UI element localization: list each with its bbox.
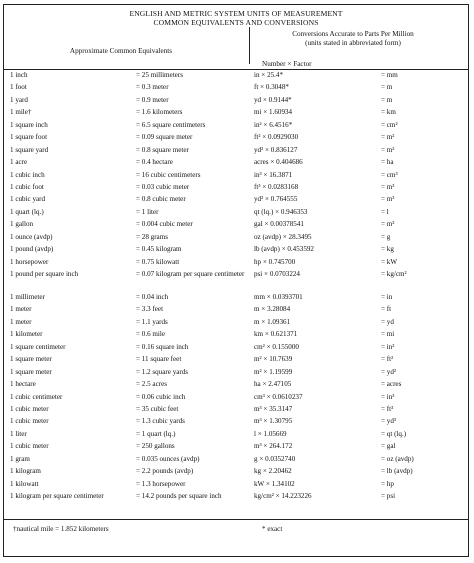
conversion-cell: lb (avdp) × 0.453592 bbox=[254, 245, 314, 254]
equivalent-cell: = 250 gallons bbox=[136, 442, 175, 451]
table-row bbox=[10, 233, 461, 245]
equivalent-cell: = 35 cubic feet bbox=[136, 404, 179, 413]
result-cell: = in bbox=[381, 293, 393, 301]
equivalent-cell: = 1.3 cubic yards bbox=[136, 417, 185, 426]
equivalent-cell: = 14.2 pounds per square inch bbox=[136, 492, 222, 500]
equivalent-cell: = 0.16 square inch bbox=[136, 342, 189, 351]
conversion-cell: ft × 0.3048* bbox=[254, 83, 289, 92]
conversion-cell: m × 1.09361 bbox=[254, 317, 291, 326]
result-cell: = ha bbox=[381, 158, 394, 167]
conversion-cell: l × 1.05669 bbox=[254, 429, 287, 438]
result-cell: = ft² bbox=[381, 355, 394, 364]
equivalent-cell: = 25 millimeters bbox=[136, 71, 183, 79]
table-row bbox=[10, 492, 461, 512]
result-cell: = cm³ bbox=[381, 170, 398, 179]
conversion-cell: m³ × 264.172 bbox=[254, 442, 293, 451]
result-cell: = m³ bbox=[381, 182, 395, 191]
equivalent-cell: = 2.5 acres bbox=[136, 380, 167, 389]
unit-cell: 1 horsepower bbox=[10, 257, 49, 266]
result-cell: = m³ bbox=[381, 220, 395, 229]
conversion-cell: gal × 0.00378541 bbox=[254, 220, 304, 229]
result-cell: = oz (avdp) bbox=[381, 454, 414, 463]
result-cell: = kW bbox=[381, 257, 398, 266]
table-row bbox=[10, 270, 461, 290]
result-cell: = yd² bbox=[381, 367, 396, 376]
result-cell: = cm² bbox=[381, 120, 398, 129]
result-cell: = hp bbox=[381, 479, 394, 488]
table-row bbox=[10, 183, 461, 195]
table-row bbox=[10, 355, 461, 367]
result-cell: = km bbox=[381, 108, 396, 117]
equivalent-cell: = 0.9 meter bbox=[136, 95, 169, 104]
equivalent-cell: = 16 cubic centimeters bbox=[136, 170, 201, 179]
conversion-cell: m² × 10.7639 bbox=[254, 355, 293, 364]
result-cell: = psi bbox=[381, 492, 396, 500]
unit-cell: 1 quart (lq.) bbox=[10, 207, 44, 216]
conversion-cell: m³ × 1.30795 bbox=[254, 417, 293, 426]
conversion-cell: cm³ × 0.0610237 bbox=[254, 392, 303, 401]
unit-cell: 1 kilogram bbox=[10, 467, 41, 476]
equivalent-cell: = 28 grams bbox=[136, 232, 168, 241]
unit-cell: 1 kilowatt bbox=[10, 479, 39, 488]
conversion-cell: kg/cm² × 14.223226 bbox=[254, 492, 312, 500]
result-cell: = lb (avdp) bbox=[381, 467, 413, 476]
table-row bbox=[10, 146, 461, 158]
conversion-cell: mi × 1.60934 bbox=[254, 108, 293, 117]
unit-cell: 1 cubic meter bbox=[10, 442, 49, 451]
conversion-cell: in² × 6.4516* bbox=[254, 120, 293, 129]
table-row bbox=[10, 393, 461, 405]
result-cell: = m³ bbox=[381, 195, 395, 204]
conversion-cell: kg × 2.20462 bbox=[254, 467, 292, 476]
conversion-cell: kW × 1.34102 bbox=[254, 479, 295, 488]
unit-cell: 1 acre bbox=[10, 158, 28, 167]
header-approx: Approximate Common Equivalents bbox=[69, 47, 173, 55]
unit-cell: 1 gallon bbox=[10, 220, 34, 229]
equivalent-cell: = 0.004 cubic meter bbox=[136, 220, 193, 229]
conversion-cell: mm × 0.0393701 bbox=[254, 293, 303, 301]
header-conversions-line2: (units stated in abbreviated form) bbox=[305, 38, 401, 47]
conversion-table bbox=[10, 71, 461, 512]
unit-cell: 1 millimeter bbox=[10, 293, 45, 301]
conversion-cell: yd × 0.9144* bbox=[254, 95, 292, 104]
conversion-cell: m × 3.28084 bbox=[254, 305, 291, 314]
conversion-cell: cm² × 0.155000 bbox=[254, 342, 299, 351]
equivalent-cell: = 1.2 square yards bbox=[136, 367, 189, 376]
unit-cell: 1 cubic centimeter bbox=[10, 392, 63, 401]
unit-cell: 1 square inch bbox=[10, 120, 48, 129]
unit-cell: 1 kilogram per square centimeter bbox=[10, 492, 104, 500]
table-row bbox=[10, 245, 461, 257]
conversion-cell: ft² × 0.0929030 bbox=[254, 133, 299, 142]
conversion-cell: yd² × 0.836127 bbox=[254, 145, 298, 154]
result-cell: = gal bbox=[381, 442, 396, 451]
result-cell: = kg/cm² bbox=[381, 270, 407, 278]
conversion-cell: g × 0.0352740 bbox=[254, 454, 296, 463]
unit-cell: 1 meter bbox=[10, 305, 32, 314]
header-conversions-line1: Conversions Accurate to Parts Per Million bbox=[292, 30, 414, 38]
equivalent-cell: = 0.8 square meter bbox=[136, 145, 189, 154]
conversion-cell: in³ × 16.3871 bbox=[254, 170, 293, 179]
table-row bbox=[10, 258, 461, 270]
table-row bbox=[10, 405, 461, 417]
result-cell: = yd bbox=[381, 317, 394, 326]
unit-cell: 1 foot bbox=[10, 83, 27, 92]
result-cell: = acres bbox=[381, 380, 402, 389]
unit-cell: 1 kilometer bbox=[10, 330, 43, 339]
conversion-cell: qt (lq.) × 0.946353 bbox=[254, 207, 308, 216]
unit-cell: 1 yard bbox=[10, 95, 28, 104]
table-row bbox=[10, 368, 461, 380]
table-row bbox=[10, 480, 461, 492]
table-row bbox=[10, 158, 461, 170]
conversion-cell: in × 25.4* bbox=[254, 71, 284, 79]
unit-cell: 1 ounce (avdp) bbox=[10, 232, 53, 241]
footer-rule bbox=[4, 519, 468, 520]
equivalent-cell: = 11 square feet bbox=[136, 355, 182, 364]
result-cell: = m² bbox=[381, 145, 395, 154]
equivalent-cell: = 0.03 cubic meter bbox=[136, 182, 190, 191]
result-cell: = mi bbox=[381, 330, 395, 339]
table-row bbox=[10, 343, 461, 355]
equivalent-cell: = 0.09 square meter bbox=[136, 133, 193, 142]
equivalent-cell: = 1 liter bbox=[136, 207, 159, 216]
table-row bbox=[10, 108, 461, 120]
unit-cell: 1 liter bbox=[10, 429, 27, 438]
result-cell: = m bbox=[381, 83, 393, 92]
conversion-cell: oz (avdp) × 28.3495 bbox=[254, 232, 312, 241]
table-row bbox=[10, 71, 461, 83]
result-cell: = ft³ bbox=[381, 404, 394, 413]
table-row bbox=[10, 195, 461, 207]
equivalent-cell: = 1.6 kilometers bbox=[136, 108, 183, 117]
unit-cell: 1 square meter bbox=[10, 367, 52, 376]
unit-cell: 1 cubic meter bbox=[10, 417, 49, 426]
unit-cell: 1 pound (avdp) bbox=[10, 245, 54, 254]
table-row bbox=[10, 171, 461, 183]
equivalent-cell: = 1 quart (lq.) bbox=[136, 429, 176, 438]
equivalent-cell: = 2.2 pounds (avdp) bbox=[136, 467, 194, 476]
table-row bbox=[10, 318, 461, 330]
table-row bbox=[10, 96, 461, 108]
table-row bbox=[10, 380, 461, 392]
unit-cell: 1 meter bbox=[10, 317, 32, 326]
equivalent-cell: = 1.3 horsepower bbox=[136, 479, 186, 488]
table-row bbox=[10, 83, 461, 95]
unit-cell: 1 cubic meter bbox=[10, 404, 49, 413]
table-subtitle: COMMON EQUIVALENTS AND CONVERSIONS bbox=[153, 18, 319, 27]
equivalent-cell: = 0.4 hectare bbox=[136, 158, 173, 167]
equivalent-cell: = 0.6 mile bbox=[136, 330, 166, 339]
table-title: ENGLISH AND METRIC SYSTEM UNITS OF MEASUREMENT bbox=[129, 9, 343, 18]
result-cell: = qt (lq.) bbox=[381, 429, 407, 438]
equivalent-cell: = 0.45 kilogram bbox=[136, 245, 182, 254]
table-row bbox=[10, 208, 461, 220]
result-cell: = mm bbox=[381, 71, 398, 79]
result-cell: = ft bbox=[381, 305, 392, 314]
table-row bbox=[10, 442, 461, 454]
table-row bbox=[10, 121, 461, 133]
unit-cell: 1 mile† bbox=[10, 108, 32, 117]
conversion-cell: yd³ × 0.764555 bbox=[254, 195, 298, 204]
table-row bbox=[10, 305, 461, 317]
result-cell: = in³ bbox=[381, 392, 395, 401]
conversion-cell: km × 0.621371 bbox=[254, 330, 298, 339]
unit-cell: 1 inch bbox=[10, 71, 28, 79]
equivalent-cell: = 1.1 yards bbox=[136, 317, 168, 326]
equivalent-cell: = 0.8 cubic meter bbox=[136, 195, 186, 204]
conversion-cell: m³ × 35.3147 bbox=[254, 404, 293, 413]
equivalent-cell: = 0.06 cubic inch bbox=[136, 392, 186, 401]
unit-cell: 1 gram bbox=[10, 454, 30, 463]
unit-cell: 1 square foot bbox=[10, 133, 48, 142]
result-cell: = m bbox=[381, 95, 393, 104]
equivalent-cell: = 0.07 kilogram per square centimeter bbox=[136, 270, 245, 278]
result-cell: = yd³ bbox=[381, 417, 396, 426]
result-cell: = in² bbox=[381, 342, 395, 351]
header-conversions bbox=[248, 30, 458, 47]
footnote-exact: * exact bbox=[262, 525, 283, 533]
table-row bbox=[10, 290, 461, 305]
equivalent-cell: = 0.75 kilowatt bbox=[136, 257, 180, 266]
result-cell: = m² bbox=[381, 133, 395, 142]
table-row bbox=[10, 430, 461, 442]
unit-cell: 1 pound per square inch bbox=[10, 270, 79, 278]
header-rule bbox=[4, 69, 468, 70]
equivalent-cell: = 0.04 inch bbox=[136, 293, 169, 301]
equivalent-cell: = 0.3 meter bbox=[136, 83, 169, 92]
result-cell: = l bbox=[381, 207, 389, 216]
unit-cell: 1 square meter bbox=[10, 355, 52, 364]
equivalent-cell: = 6.5 square centimeters bbox=[136, 120, 206, 129]
header-number-factor: Number × Factor bbox=[262, 60, 312, 68]
table-row bbox=[10, 220, 461, 232]
table-row bbox=[10, 455, 461, 467]
conversion-cell: m² × 1.19599 bbox=[254, 367, 293, 376]
unit-cell: 1 cubic inch bbox=[10, 170, 45, 179]
conversion-cell: ha × 2.47105 bbox=[254, 380, 292, 389]
result-cell: = kg bbox=[381, 245, 394, 254]
conversion-cell: psi × 0.0703224 bbox=[254, 270, 300, 278]
conversion-table-frame bbox=[3, 4, 469, 557]
unit-cell: 1 cubic foot bbox=[10, 182, 44, 191]
table-row bbox=[10, 330, 461, 342]
result-cell: = g bbox=[381, 232, 391, 241]
unit-cell: 1 cubic yard bbox=[10, 195, 46, 204]
table-row bbox=[10, 133, 461, 145]
unit-cell: 1 square centimeter bbox=[10, 342, 66, 351]
unit-cell: 1 hectare bbox=[10, 380, 36, 389]
equivalent-cell: = 3.3 feet bbox=[136, 305, 164, 314]
unit-cell: 1 square yard bbox=[10, 145, 49, 154]
conversion-cell: ft³ × 0.0283168 bbox=[254, 182, 299, 191]
table-row bbox=[10, 467, 461, 479]
conversion-cell: acres × 0.404686 bbox=[254, 158, 303, 167]
table-row bbox=[10, 417, 461, 429]
equivalent-cell: = 0.035 ounces (avdp) bbox=[136, 454, 200, 463]
footnote-nautical-mile: †nautical mile = 1.852 kilometers bbox=[13, 525, 109, 533]
conversion-cell: hp × 0.745700 bbox=[254, 257, 296, 266]
